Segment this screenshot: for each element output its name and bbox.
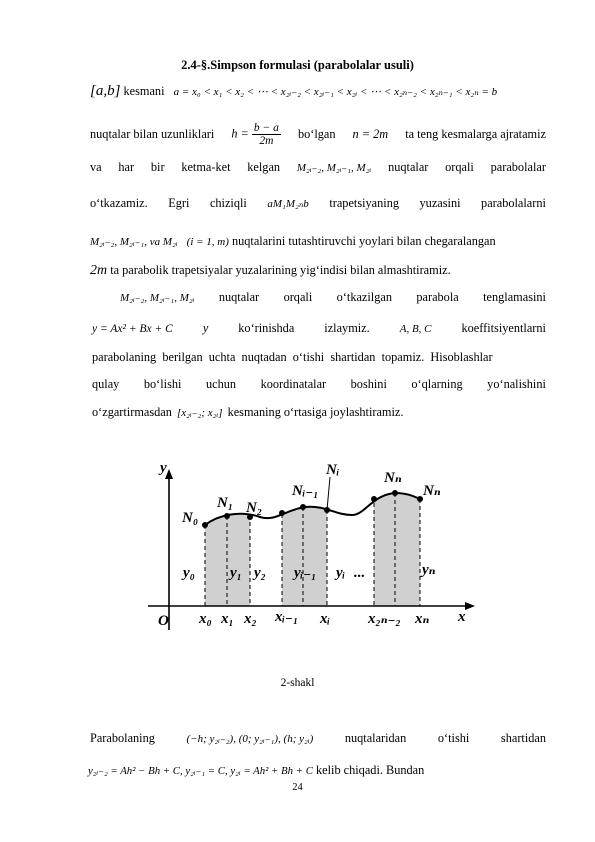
label-x2: x₂	[244, 611, 257, 627]
h-eq: h =	[231, 125, 249, 140]
label-ni-1: Nᵢ₋₁	[292, 483, 319, 499]
label-n1: N₁	[217, 495, 234, 511]
paragraph-3-line-4	[92, 377, 546, 392]
paragraph-3-line-1	[120, 290, 546, 305]
parabola-equation: y = Ax² + Bx + C	[92, 322, 173, 335]
strip-middle	[282, 455, 327, 606]
points-m2: M₂ᵢ₋₂, M₂ᵢ₋₁, va M₂ᵢ	[90, 236, 178, 248]
word: uchun	[205, 377, 237, 391]
partition-chain: a = x₀ < x₁ < x₂ < ⋯ < x₂ᵢ₋₂ < x₂ᵢ₋₁ < x₂ᵢ < ⋯ < x₂ₙ₋₂ < x₂ₙ₋₁ < x₂ₙ = b	[173, 86, 498, 98]
paragraph-4-line-2	[88, 763, 424, 778]
paragraph-2-line-1	[90, 122, 546, 146]
point-ni	[324, 507, 330, 513]
word: Parabolaning	[90, 731, 155, 745]
text-teng-kesmalarga: ta teng kesmalarga ajratamiz	[405, 126, 546, 141]
index-range: (i = 1, m)	[186, 236, 229, 248]
n-equals-2m: n = 2m	[352, 126, 389, 141]
label-yi-1: yᵢ₋₁	[294, 565, 317, 581]
point-ni-1a	[279, 510, 285, 516]
word: yo‘nalishini	[487, 377, 546, 391]
word: tenglamasini	[483, 290, 546, 304]
word: bo‘lishi	[143, 377, 182, 391]
label-xi: xᵢ	[320, 611, 331, 627]
point-ni-1	[300, 504, 306, 510]
count-2m: 2m	[90, 263, 108, 278]
paragraph-2-line-2	[90, 160, 546, 175]
word: parabolalarni	[481, 196, 546, 210]
word: Egri	[168, 196, 190, 210]
segment-x: [x₂ᵢ₋₂; x₂ᵢ]	[176, 407, 223, 419]
label-nn-right: Nₙ	[423, 483, 441, 499]
word: kelgan	[247, 160, 281, 174]
word: orqali	[445, 160, 474, 174]
paragraph-1-line-1	[90, 83, 497, 100]
word: nuqtalaridan	[344, 731, 407, 745]
origin-label: O	[158, 613, 169, 629]
point-n2n-2	[371, 496, 377, 502]
text-nuqtalar-bilan: nuqtalar bilan uzunliklari	[90, 126, 215, 141]
label-x0: x₀	[199, 611, 212, 627]
label-y1: y₁	[230, 565, 242, 581]
word: koordinatalar	[260, 377, 327, 391]
text-bolgan: bo‘lgan	[297, 126, 336, 141]
label-n0: N₀	[182, 510, 199, 526]
label-dots: ...	[354, 565, 366, 581]
word: har	[118, 160, 135, 174]
word: parabolalar	[490, 160, 546, 174]
point-n1	[224, 513, 230, 519]
word: o‘tishi	[437, 731, 470, 745]
word: trapetsiyaning	[329, 196, 399, 210]
point-nn	[392, 490, 398, 496]
points-m: M₂ᵢ₋₂, M₂ᵢ₋₁, M₂ᵢ	[296, 162, 372, 174]
label-y2: y₂	[254, 565, 266, 581]
y-axis-label: y	[160, 460, 167, 476]
word: ko‘rinishda	[238, 321, 295, 335]
label-x2n-2: x₂ₙ₋₂	[368, 611, 401, 627]
paragraph-3-line-5	[92, 405, 403, 420]
word: kelib chiqadi. Bundan	[316, 763, 425, 777]
text-yoylari: nuqtalarini tutashtiruvchi yoylari bilan chegaralangan	[231, 234, 496, 248]
word: orqali	[283, 290, 313, 304]
system-equations: y₂ᵢ₋₂ = Ah² − Bh + C, y₂ᵢ₋₁ = C, y₂ᵢ = Ah² + Bh + C	[88, 765, 313, 777]
coefficients: A, B, C	[399, 322, 432, 335]
word: qulay	[92, 377, 120, 391]
word: bir	[150, 160, 165, 174]
paragraph-3-line-3: parabolaning berilgan uchta nuqtadan o‘tishi shartidan topamiz. Hisoblashlar	[92, 350, 493, 364]
symbol-y: y	[202, 321, 209, 335]
figure-caption: 2-shakl	[280, 677, 315, 689]
word: va	[90, 160, 102, 174]
paragraph-3-line-2	[92, 321, 546, 336]
arc-label: aM₁M₂ₙb	[267, 198, 309, 210]
text-parabolik: ta parabolik trapetsiyalar yuzalarining yig‘indisi bilan almashtiramiz.	[110, 263, 451, 277]
word: nuqtalar	[388, 160, 429, 174]
ni-pointer	[327, 477, 330, 510]
step-formula	[231, 122, 281, 147]
paragraph-2-line-3	[90, 196, 546, 211]
word: o‘tkazilgan	[336, 290, 392, 304]
x-arrow-icon	[465, 602, 475, 610]
word: izlaymiz.	[324, 321, 370, 335]
word: o‘tkazamiz.	[90, 196, 148, 210]
page-number: 24	[292, 782, 303, 793]
label-yi: yᵢ	[336, 565, 346, 581]
word: ketma-ket	[181, 160, 231, 174]
section-heading: 2.4-§.Simpson formulasi (parabolalar usuli)	[181, 58, 414, 72]
label-xi-1: xᵢ₋₁	[275, 609, 299, 625]
label-y0: y₀	[183, 565, 195, 581]
label-yn: yₙ	[422, 562, 436, 578]
label-ni: Nᵢ	[326, 462, 340, 478]
word: o‘zgartirmasdan	[92, 405, 172, 419]
x-axis-label: x	[458, 609, 466, 625]
word: kesmaning o‘rtasiga joylashtiramiz.	[227, 405, 404, 419]
label-xn: xₙ	[415, 611, 430, 627]
word: parabola	[416, 290, 459, 304]
segment-ab: [a,b]	[90, 83, 121, 99]
word: koeffitsiyentlarni	[461, 321, 546, 335]
paragraph-2-line-5	[90, 263, 451, 279]
paragraph-4-line-1	[90, 731, 546, 746]
word: yuzasini	[419, 196, 461, 210]
three-points: (−h; y₂ᵢ₋₂), (0; y₂ᵢ₋₁), (h; y₂ᵢ)	[186, 733, 314, 745]
word-kesmani: kesmani	[123, 84, 165, 98]
h-fraction	[252, 122, 281, 147]
word: chiziqli	[209, 196, 247, 210]
label-nn-top: Nₙ	[384, 470, 402, 486]
word: nuqtalar	[218, 290, 260, 304]
simpson-figure	[140, 455, 480, 635]
word: o‘qlarning	[411, 377, 463, 391]
point-n0	[202, 522, 208, 528]
label-n2: N₂	[246, 500, 263, 516]
h-numerator: b − a	[253, 121, 279, 134]
points-m3: M₂ᵢ₋₂, M₂ᵢ₋₁, M₂ᵢ	[120, 292, 195, 304]
word: shartidan	[500, 731, 546, 745]
label-x1: x₁	[221, 611, 234, 627]
word: boshini	[350, 377, 387, 391]
h-denominator: 2m	[259, 134, 274, 147]
paragraph-2-line-4	[90, 234, 496, 249]
